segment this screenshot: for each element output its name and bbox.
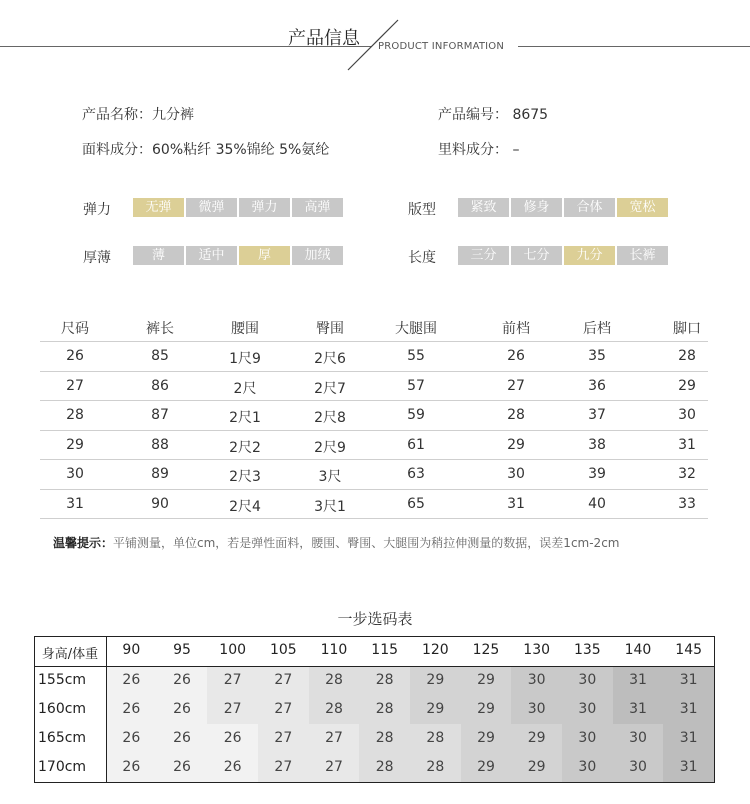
size-table-cell: 27 <box>66 378 84 394</box>
size-table-cell: 37 <box>588 407 606 423</box>
select-table-cell: 30 <box>578 730 597 746</box>
select-table-cell: 31 <box>679 701 698 717</box>
select-table-weight: 130 <box>523 642 551 658</box>
select-table-cell: 28 <box>325 672 343 688</box>
select-table-column-rule <box>106 636 107 782</box>
size-table-cell: 86 <box>151 378 169 394</box>
tip-text: 平铺测量，单位cm，若是弹性面料，腰围、臀围、大腿围为稍拉伸测量的数据，误差1cm-2cm <box>113 536 620 550</box>
select-table-weight: 140 <box>624 642 652 658</box>
size-table-cell: 32 <box>678 466 696 482</box>
select-table-height: 160cm <box>38 701 87 717</box>
select-table-cell: 26 <box>223 759 242 775</box>
thickness-label: 厚薄 <box>83 250 111 266</box>
select-table-cell: 28 <box>426 730 445 746</box>
fit-option: 合体 <box>564 198 615 217</box>
length-option: 七分 <box>511 246 562 265</box>
select-table-cell: 28 <box>325 701 343 717</box>
size-table-cell: 31 <box>66 496 84 512</box>
size-table-cell: 30 <box>507 466 525 482</box>
thickness-option: 加绒 <box>292 246 343 265</box>
size-table-cell: 31 <box>678 437 696 453</box>
size-table-header: 腰围 <box>231 321 259 337</box>
select-table-cell: 29 <box>426 701 445 717</box>
tip-label: 温馨提示： <box>53 536 114 550</box>
size-table-rule <box>40 400 708 401</box>
select-table-cell: 26 <box>173 730 191 746</box>
select-table-corner: 身高/体重 <box>41 647 99 662</box>
size-table-cell: 1尺9 <box>229 351 261 367</box>
product-name-value: 九分裤 <box>152 107 194 123</box>
size-table-cell: 38 <box>588 437 606 453</box>
select-table-cell: 27 <box>325 730 343 746</box>
select-table-cell: 26 <box>122 730 141 746</box>
select-table-cell: 29 <box>477 730 495 746</box>
size-table-cell: 2尺4 <box>229 499 261 515</box>
fit-label: 版型 <box>408 202 436 218</box>
product-code <box>438 104 548 124</box>
select-table-cell: 30 <box>527 701 546 717</box>
select-table-cell: 29 <box>477 672 495 688</box>
product-name-label: 产品名称： <box>82 107 152 123</box>
length-option: 九分 <box>564 246 615 265</box>
select-table-cell: 30 <box>629 759 647 775</box>
size-table-cell: 2尺2 <box>229 440 261 456</box>
select-table-cell: 31 <box>679 759 698 775</box>
page-subtitle: PRODUCT INFORMATION <box>378 41 505 52</box>
size-table-cell: 55 <box>407 348 425 364</box>
select-table-title: 一步选码表 <box>337 610 413 628</box>
size-table-cell: 3尺1 <box>314 499 346 515</box>
size-table-rule <box>40 518 708 519</box>
lining-value: – <box>512 142 520 158</box>
size-table-header: 尺码 <box>61 321 89 337</box>
size-table-header: 臀围 <box>316 321 344 337</box>
thickness-bar <box>133 246 345 265</box>
product-name <box>82 104 194 124</box>
size-table-cell: 35 <box>588 348 606 364</box>
select-table-cell: 30 <box>527 672 546 688</box>
fabric-label: 面料成分： <box>82 142 152 158</box>
size-table-header: 大腿围 <box>395 321 437 337</box>
select-table-cell: 29 <box>477 759 495 775</box>
size-table-cell: 30 <box>678 407 696 423</box>
select-table-cell: 29 <box>477 701 495 717</box>
size-table-cell: 2尺3 <box>229 469 261 485</box>
size-table-cell: 2尺1 <box>229 410 261 426</box>
size-table-rule <box>40 430 708 431</box>
size-table-cell: 65 <box>407 496 425 512</box>
fit-option: 修身 <box>511 198 562 217</box>
select-table-cell: 31 <box>629 701 647 717</box>
select-table-weight: 115 <box>371 642 399 658</box>
product-code-value: 8675 <box>512 107 549 123</box>
select-table-cell: 26 <box>122 759 141 775</box>
elasticity-option: 高弹 <box>292 198 343 217</box>
fit-option: 宽松 <box>617 198 668 217</box>
header-rule-right <box>518 46 750 47</box>
select-table-height: 165cm <box>38 730 87 746</box>
select-table-cell: 28 <box>375 701 394 717</box>
select-table-cell: 27 <box>325 759 343 775</box>
select-table-weight: 145 <box>675 642 703 658</box>
select-table-weight: 120 <box>421 642 449 658</box>
fit-option: 紧致 <box>458 198 509 217</box>
select-table-border-bottom <box>34 782 715 783</box>
select-table-cell: 27 <box>223 701 242 717</box>
select-table-cell: 28 <box>426 759 445 775</box>
select-table-cell: 31 <box>629 672 647 688</box>
size-table-cell: 26 <box>66 348 84 364</box>
thickness-option: 薄 <box>133 246 184 265</box>
select-table-cell: 29 <box>426 672 445 688</box>
elasticity-option: 无弹 <box>133 198 184 217</box>
size-table-rule <box>40 371 708 372</box>
select-table-cell: 26 <box>122 672 141 688</box>
select-table-weight: 100 <box>219 642 247 658</box>
select-table-cell: 26 <box>122 701 141 717</box>
select-table-cell: 30 <box>578 701 597 717</box>
fabric-composition <box>82 139 329 159</box>
select-table-height: 170cm <box>38 759 87 775</box>
select-table-cell: 30 <box>578 759 597 775</box>
size-table-cell: 2尺 <box>233 381 257 397</box>
page-title: 产品信息 <box>288 28 360 49</box>
size-table-cell: 90 <box>151 496 169 512</box>
select-table-cell: 29 <box>527 759 546 775</box>
select-table-cell: 26 <box>173 759 191 775</box>
select-table-weight: 125 <box>472 642 500 658</box>
select-table-cell: 27 <box>223 672 242 688</box>
select-table-border-left <box>34 636 35 782</box>
select-table-weight: 90 <box>122 642 141 658</box>
size-table-cell: 2尺7 <box>314 381 346 397</box>
size-table-cell: 27 <box>507 378 525 394</box>
thickness-option: 厚 <box>239 246 290 265</box>
size-table-cell: 61 <box>407 437 425 453</box>
size-table-cell: 29 <box>507 437 525 453</box>
length-option: 三分 <box>458 246 509 265</box>
size-table-cell: 31 <box>507 496 525 512</box>
size-table-rule <box>40 459 708 460</box>
size-table-cell: 87 <box>151 407 169 423</box>
size-table-cell: 85 <box>151 348 169 364</box>
measurement-tip <box>53 534 619 551</box>
size-table-cell: 89 <box>151 466 169 482</box>
select-table-weight: 95 <box>173 642 191 658</box>
select-table-border-right <box>714 636 715 782</box>
select-table-header-rule <box>34 666 714 667</box>
select-table-cell: 28 <box>375 759 394 775</box>
length-label: 长度 <box>408 250 436 266</box>
select-table-cell: 30 <box>629 730 647 746</box>
select-table-cell: 29 <box>527 730 546 746</box>
elasticity-option: 微弹 <box>186 198 237 217</box>
size-table-cell: 40 <box>588 496 606 512</box>
size-table-cell: 33 <box>678 496 696 512</box>
size-table-cell: 57 <box>407 378 425 394</box>
length-option: 长裤 <box>617 246 668 265</box>
select-table-cell: 27 <box>274 730 293 746</box>
select-table-weight: 110 <box>320 642 348 658</box>
thickness-option: 适中 <box>186 246 237 265</box>
elasticity-bar <box>133 198 345 217</box>
size-table-header: 裤长 <box>146 321 174 337</box>
size-table-cell: 88 <box>151 437 169 453</box>
select-table-height: 155cm <box>38 672 87 688</box>
size-table-cell: 2尺6 <box>314 351 346 367</box>
select-table-cell: 28 <box>375 672 394 688</box>
size-table-cell: 29 <box>678 378 696 394</box>
size-table-cell: 29 <box>66 437 84 453</box>
length-bar <box>458 246 670 265</box>
select-table-cell: 27 <box>274 672 293 688</box>
fabric-value: 60%粘纤 35%锦纶 5%氨纶 <box>152 142 330 158</box>
select-table-cell: 30 <box>578 672 597 688</box>
size-table-cell: 63 <box>407 466 425 482</box>
size-table-cell: 28 <box>66 407 84 423</box>
select-table-cell: 27 <box>274 701 293 717</box>
select-table-border-top <box>34 636 714 637</box>
size-table-header: 后档 <box>583 321 611 337</box>
elasticity-label: 弹力 <box>83 202 111 218</box>
size-table-cell: 28 <box>507 407 525 423</box>
select-table-cell: 26 <box>173 701 191 717</box>
select-table-weight: 105 <box>269 642 297 658</box>
select-table-cell: 26 <box>223 730 242 746</box>
size-table-cell: 28 <box>678 348 696 364</box>
lining-composition <box>438 139 519 159</box>
size-table-cell: 59 <box>407 407 425 423</box>
select-table-cell: 26 <box>173 672 191 688</box>
product-code-label: 产品编号： <box>438 107 508 123</box>
select-table-cell: 31 <box>679 730 698 746</box>
size-table-cell: 30 <box>66 466 84 482</box>
lining-label: 里料成分： <box>438 142 508 158</box>
select-table-cell: 27 <box>274 759 293 775</box>
select-table-weight: 135 <box>573 642 601 658</box>
size-table-cell: 36 <box>588 378 606 394</box>
size-table-cell: 3尺 <box>318 469 342 485</box>
size-table-cell: 26 <box>507 348 525 364</box>
size-table-rule <box>40 489 708 490</box>
elasticity-option: 弹力 <box>239 198 290 217</box>
size-table-cell: 39 <box>588 466 606 482</box>
size-table-header: 前档 <box>502 321 530 337</box>
size-table-cell: 2尺9 <box>314 440 346 456</box>
size-table-cell: 2尺8 <box>314 410 346 426</box>
select-table-cell: 31 <box>679 672 698 688</box>
size-table-header: 脚口 <box>673 321 701 337</box>
size-table-rule <box>40 341 708 342</box>
fit-bar <box>458 198 670 217</box>
select-table-cell: 28 <box>375 730 394 746</box>
